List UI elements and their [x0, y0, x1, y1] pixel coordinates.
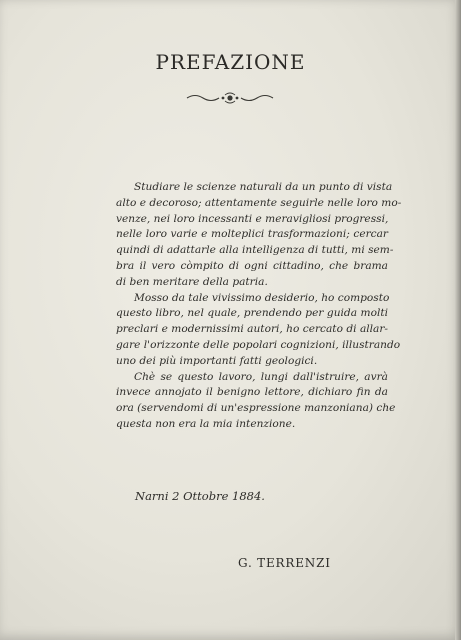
page-edge-shadow: [455, 0, 461, 640]
text-line: di ben meritare della patria.: [116, 275, 268, 288]
paragraph-2: [116, 291, 401, 370]
paragraph-3: [116, 370, 396, 433]
ornamental-divider-icon: [185, 92, 275, 104]
text-line: Mosso da tale vivissimo desiderio, ho composto: [134, 291, 390, 304]
preface-body: [116, 180, 402, 433]
text-line: uno dei più importanti fatti geologici.: [116, 354, 318, 367]
paragraph-1: [116, 180, 402, 291]
text-line: invece annojato il benigno lettore, dichiaro fin da: [116, 386, 388, 399]
text-line: venze, nei loro incessanti e meravigliosi progressi,: [116, 212, 389, 225]
text-line: Studiare le scienze naturali da un punto di vista: [134, 181, 393, 193]
text-line: quindi di adattarle alla intelligenza di tutti, mi sem-: [116, 244, 394, 257]
page-title: PREFAZIONE: [155, 50, 306, 74]
author-signature: G. TERRENZI: [238, 556, 331, 570]
text-line: nelle loro varie e molteplici trasformazioni; cercar: [116, 228, 388, 241]
text-line: questo libro, nel quale, prendendo per guida molti: [116, 307, 388, 320]
text-line: Chè se questo lavoro, lungi dall'istruire, avrà: [134, 370, 388, 383]
text-line: questa non era la mia intenzione.: [116, 417, 296, 430]
text-line: gare l'orizzonte delle popolari cognizioni, illustrando: [116, 338, 401, 351]
place-and-date: Narni 2 Ottobre 1884.: [135, 489, 265, 503]
text-line: bra il vero còmpito di ogni cittadino, che brama: [116, 259, 388, 272]
text-line: ora (servendomi di un'espressione manzoniana) che: [116, 402, 396, 415]
text-line: alto e decoroso; attentamente seguirle nelle loro mo-: [116, 196, 402, 209]
text-line: preclari e modernissimi autori, ho cercato di allar-: [116, 323, 388, 336]
